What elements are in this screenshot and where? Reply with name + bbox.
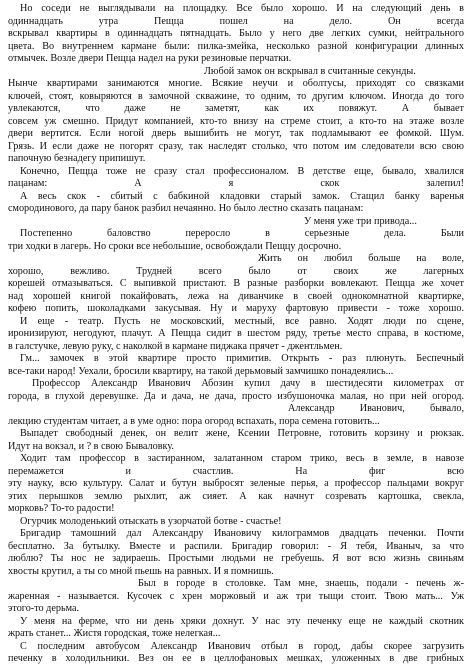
text-line: Любой замок он вскрывал в считанные секунды.	[204, 65, 416, 77]
text-line: Был в городе в столовке. Там мне, знаешь, подали - печень ж-	[138, 578, 464, 589]
text-line: Бригадир тамошний дал Александру Ивановичу килограммов двадцать печенки. Почти	[20, 528, 464, 539]
text-line: Профессор Александр Иванович Абозин купил дачу в шестидесяти километрах от	[32, 378, 464, 389]
text-line: Нынче квартирами занимаются многие. Всякие неучи и оболтусы, приходят со связками	[8, 78, 464, 89]
text-line: И еще - театр. Пусть не московский, местный, все равно. Ходят люди по сцене,	[20, 315, 464, 327]
text-line: Гм... замочек в этой квартире просто примитив. Открыть - раз плюнуть. Беспечный	[20, 353, 464, 364]
text-line: кофею попить, шоколадками закусывая. Ну и маруху фартовую привести - тоже хорошо.	[8, 303, 464, 314]
text-line: жрать станет... Жистя городская, тоже нелегкая...	[8, 628, 221, 639]
text-line: С последним автобусом Александр Иванович отбыл в город, дабы скорее загрузить	[20, 640, 464, 652]
text-line: эту науку, всю культуру. Салат и бутун выбросят зеленые перья, а профессор пальцами вокруг	[8, 478, 464, 489]
text-line: Идут на вокзал, и ? в свою Бываловку.	[8, 440, 174, 452]
text-line: Александр Иванович, бывало,	[288, 403, 464, 414]
text-line: Постепенно баловство переросло в серьезные дела. Были	[20, 228, 464, 239]
text-line: города, в глухой деревушке. Да и дача, не дача, просто избушоночка малая, но при ней огород.	[8, 390, 464, 402]
text-line: совсем уж смешно. Придут компанией, кто-то внизу на стреме стоит, а кто-то на этаже возле	[8, 115, 464, 127]
text-line: этого-то дерьма.	[8, 603, 80, 614]
text-line: печенку в холодильники. Вез он ее в целлофановых мешках, уложенных в две грибных	[8, 653, 464, 664]
text-line: Жить он любил больше на воле,	[258, 253, 464, 264]
text-line: над хорошей книгой покайфовать, лежа на диванчике в своей однокомнатной квартирке,	[8, 290, 464, 302]
text-line: корешей отмазываться. С выпивкой пристают. В разные разборки вовлекают. Пещца же хочет	[8, 278, 464, 289]
text-line: У меня уже три привода...	[304, 215, 417, 227]
text-line: жаренная - называется. Кусочек с хрен моржовый и аж три тыщи стоит. Твою мать... Уж	[8, 590, 464, 602]
text-line: двери вертится. Если ногой дверь вышибить не могут, так подламывают ее фомкой. Шум.	[8, 128, 464, 139]
text-line: пацанам: А я скок залепил!	[8, 178, 464, 189]
text-line: У меня на ферме, что ни день хряки дохнут. У нас эту печенку еще не каждый скотник	[20, 615, 464, 627]
text-line: смородинового, да пару банок разбил нечаянно. Но было лестно сказать пацанам:	[8, 203, 364, 214]
text-line: лекцию студентам читает, а в уме одно: пора огород вспахать, пора семена готовить...	[8, 415, 380, 427]
text-line: Конечно, Пещца тоже не сразу стал профессионалом. В детстве еще, бывало, хвалился	[20, 165, 464, 177]
text-line: бесплатно. За бутылку. Вместе и распили. Бригадир говорил: - Я тебя, Иваныч, за что	[8, 540, 464, 552]
text-line: отмычек. Возле двери Пещца надел на руки резиновые перчатки.	[8, 53, 292, 64]
text-line: вскрывал квартиры в одиннадцать пятнадцать. Было у него две легких сумки, нейтрального	[8, 28, 464, 39]
text-line: иронизируют, негодуют, плачут. А Пещца сидит в шестом ряду, третье место справа, в костюме,	[8, 328, 464, 339]
text-line: этих перышков землю рыхлит, аж сияет. А как начнут созревать картошка, свекла,	[8, 490, 464, 502]
text-line: хвосты крутил, а ты со мной пьешь на равных. И я помнишь.	[8, 565, 274, 577]
text-line: все-таки народ! Уехали, бросили квартиру, на такой дерьмовый замчишко понадеялись...	[8, 365, 394, 377]
text-line: Ходит там профессор в застиранном, залатанном старом трико, весь в земле, в навозе	[20, 453, 464, 464]
text-line: Выпадет свободный денек, он велит жене, Ксении Петровне, готовить корзину и рюкзак.	[20, 428, 464, 439]
text-line: люблю? Ты нос не задираешь. Простыми людьми не гребуешь. Я вот всю жизнь свиньям	[8, 553, 464, 564]
text-line: Огурчик молоденький отыскать в узорчатой ботве - счастье!	[20, 515, 282, 527]
text-line: морковь? То-то радости!	[8, 503, 115, 514]
text-line: ключей, стоят, ковыряются в замочной скважине, то одним, то другим ключом. Иногда до того	[8, 90, 464, 102]
text-line: три ходки в лагерь. Но сроки все небольшие, освобождали Пещцу досрочно.	[8, 240, 342, 252]
text-line: хорошо, вежливо. Трудней всего было от своих же лагерных	[8, 265, 464, 277]
text-line: цвета. Во внутреннем кармане были: пилка-змейка, несколько разной конфигурации длинных	[8, 40, 464, 52]
text-line: папочную безнадегу припишут.	[8, 153, 146, 164]
text-line: увлекаются, что даже не заметят, как их повяжут. А бывает	[8, 103, 464, 114]
text-line: А весь скок - сбитый с бабкиной кладовки старый замок. Стащил банку варенья	[20, 190, 464, 202]
text-line: Грязь. И если даже не погорят сразу, так наследят столько, что потом им следователи всю свою	[8, 140, 464, 152]
text-line: в галстучке, левую руку, с наколкой в кармане пиджака прячет - джентльмен.	[8, 340, 343, 352]
text-line: одиннадцать утра Пещца пошел на дело. Он всегда	[8, 15, 464, 27]
text-line: перемажется и счастлив. На фиг всю	[8, 465, 464, 477]
text-line: Но соседи не выглядывали на площадку. Все было хорошо. И на следующий день в	[20, 3, 464, 14]
